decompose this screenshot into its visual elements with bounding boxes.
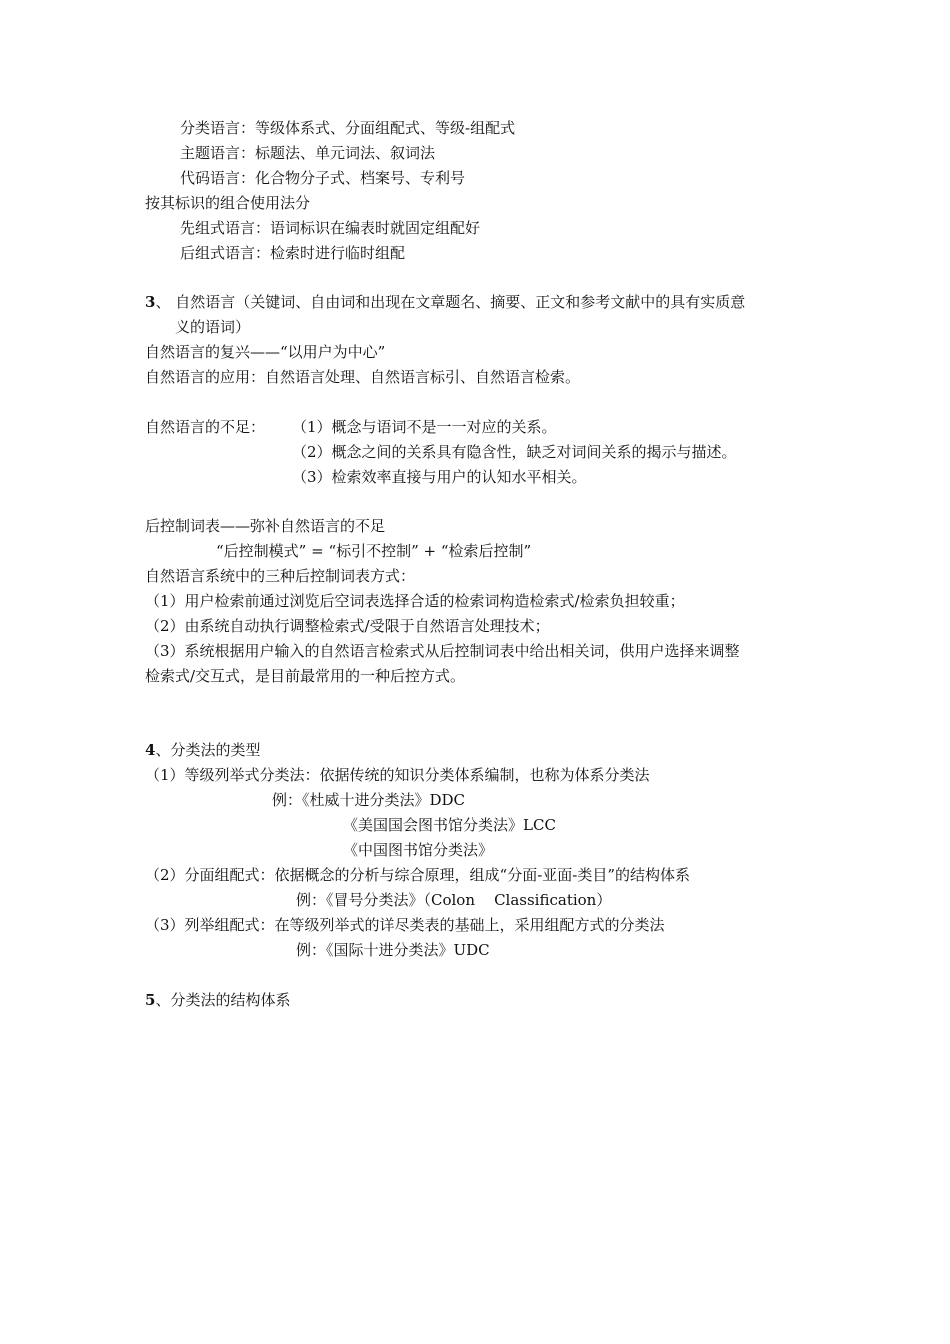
- text-line: （3）系统根据用户输入的自然语言检索式从后控制词表中给出相关词，供用户选择来调整: [145, 642, 740, 660]
- section-number: 5: [145, 991, 156, 1009]
- section-heading-3: [145, 292, 745, 312]
- text-line: 分类语言：等级体系式、分面组配式、等级-组配式: [180, 119, 516, 137]
- section-number: 3: [145, 293, 156, 311]
- section-text: 、分类法的结构体系: [155, 991, 291, 1009]
- text-line: 自然语言系统中的三种后控制词表方式：: [145, 567, 416, 585]
- text-line: （2）分面组配式：依据概念的分析与综合原理，组成“分面-亚面-类目”的结构体系: [145, 866, 691, 884]
- section-number: 4: [145, 741, 156, 759]
- text-line: （2）概念之间的关系具有隐含性，缺乏对词间关系的揭示与描述。: [292, 443, 737, 461]
- text-line: 例：《国际十进分类法》UDC: [296, 941, 490, 959]
- text-line: 后控制词表——弥补自然语言的不足: [145, 517, 386, 535]
- text-line: 主题语言：标题法、单元词法、叙词法: [180, 144, 436, 162]
- text-line: （1）用户检索前通过浏览后空词表选择合适的检索词构造检索式/检索负担较重；: [145, 592, 685, 610]
- text-line: （1）概念与语词不是一一对应的关系。: [292, 418, 557, 436]
- text-line: （3）列举组配式：在等级列举式的详尽类表的基础上，采用组配方式的分类法: [145, 916, 665, 934]
- text-line: 先组式语言：语词标识在编表时就固定组配好: [180, 219, 481, 237]
- text-line: 《美国国会图书馆分类法》LCC: [343, 816, 556, 834]
- text-line: 例：《冒号分类法》（Colon Classification）: [296, 891, 612, 909]
- text-line: 自然语言的不足：: [145, 418, 266, 436]
- text-line: 例：《杜威十进分类法》DDC: [272, 791, 466, 809]
- section-heading-4: [145, 740, 260, 760]
- section-text: 、 自然语言（关键词、自由词和出现在文章题名、摘要、正文和参考文献中的具有实质意: [155, 293, 746, 311]
- text-line: （2）由系统自动执行调整检索式/受限于自然语言处理技术；: [145, 617, 550, 635]
- text-line: 按其标识的组合使用法分: [145, 194, 311, 212]
- text-line: （3）检索效率直接与用户的认知水平相关。: [292, 468, 587, 486]
- text-line: 义的语词）: [175, 318, 251, 336]
- text-line: “后控制模式” = “标引不控制” + “检索后控制”: [216, 542, 532, 560]
- text-line: 自然语言的复兴——“以用户为中心”: [145, 343, 386, 361]
- text-line: 《中国图书馆分类法》: [343, 841, 494, 859]
- text-line: 自然语言的应用：自然语言处理、自然语言标引、自然语言检索。: [145, 368, 581, 386]
- text-line: 后组式语言：检索时进行临时组配: [180, 244, 406, 262]
- section-heading-5: [145, 990, 290, 1010]
- text-line: （1）等级列举式分类法：依据传统的知识分类体系编制，也称为体系分类法: [145, 766, 650, 784]
- section-text: 、分类法的类型: [155, 741, 261, 759]
- text-line: 检索式/交互式，是目前最常用的一种后控方式。: [145, 667, 466, 685]
- text-line: 代码语言：化合物分子式、档案号、专利号: [180, 169, 466, 187]
